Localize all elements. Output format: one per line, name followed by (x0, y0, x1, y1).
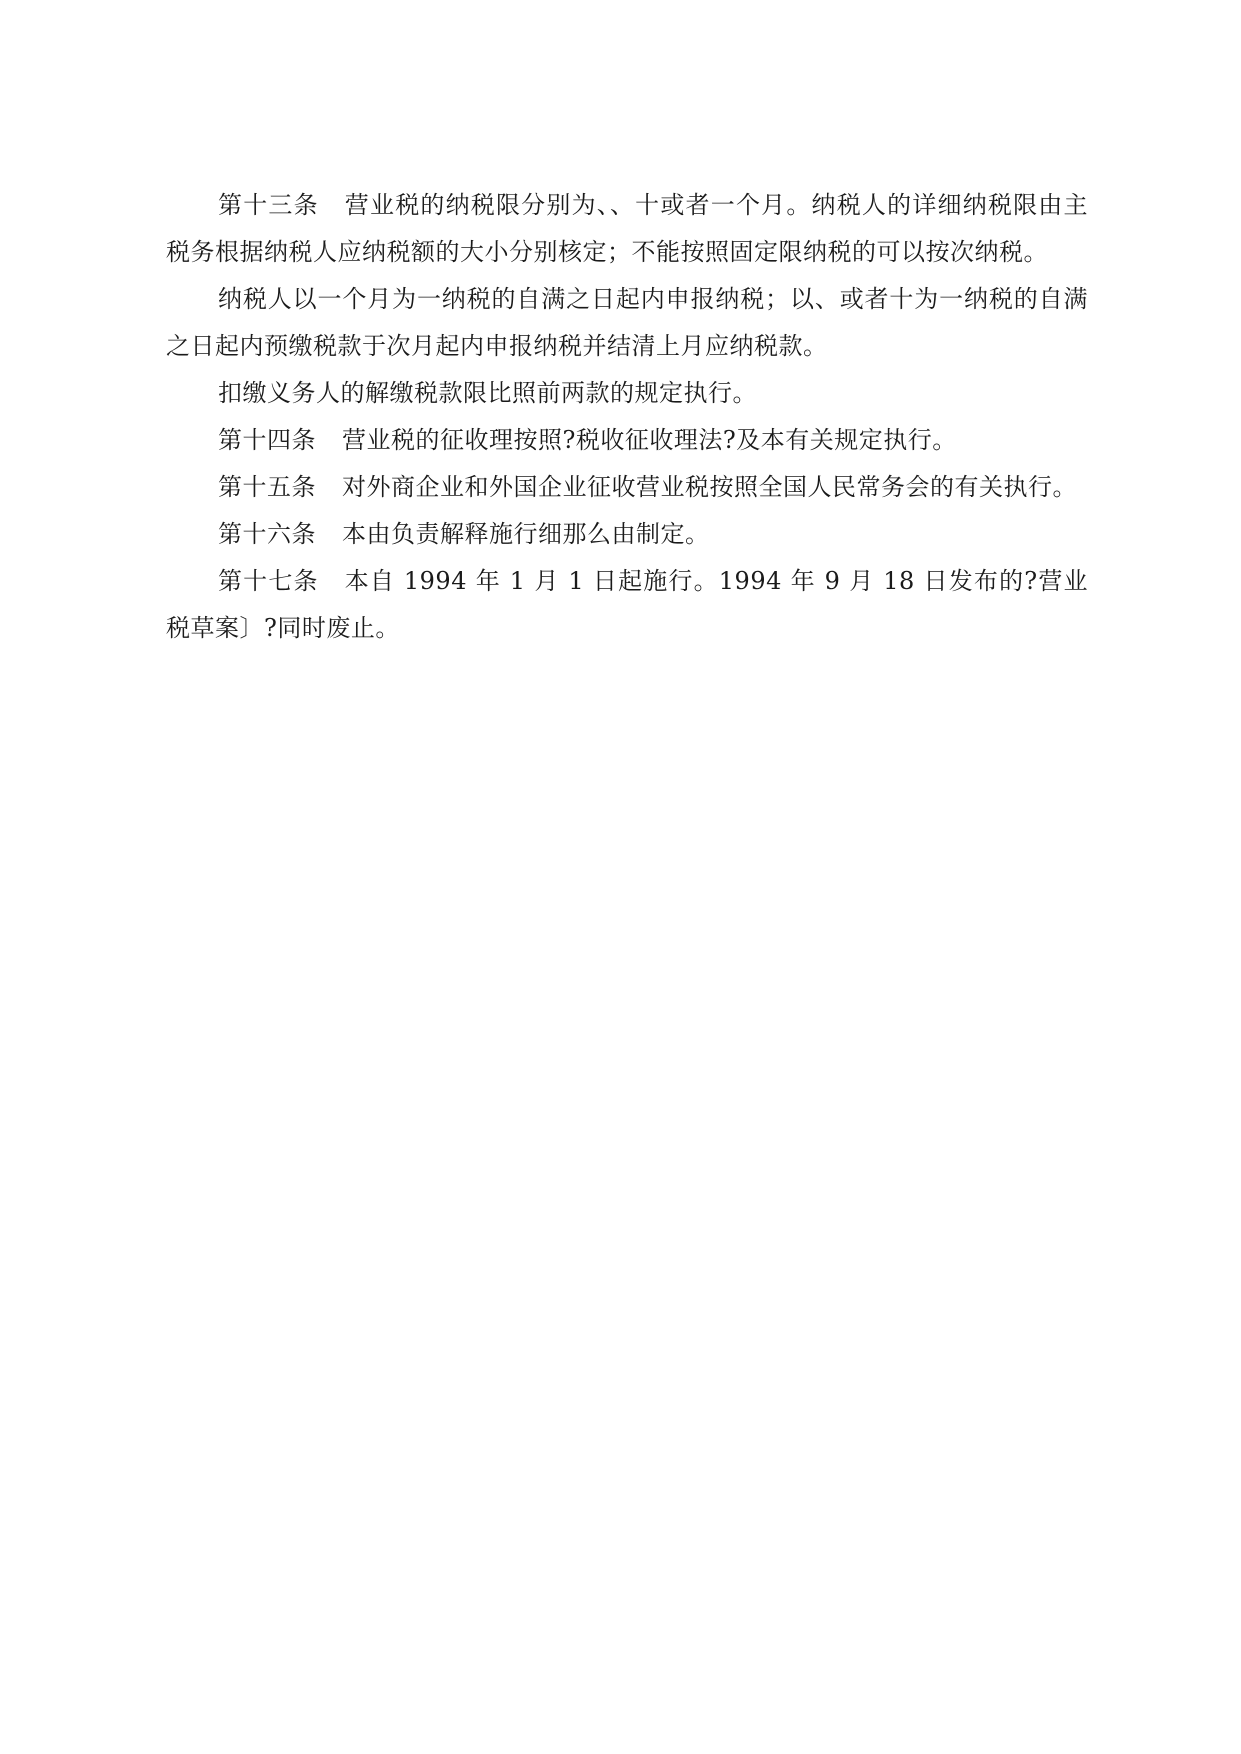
article-text: 对外商企业和外国企业征收营业税按照全国人民常务会的有关执行。 (342, 473, 1077, 501)
article-15-paragraph (166, 464, 1088, 511)
article-number: 第十六条 (218, 520, 316, 548)
article-text: 扣缴义务人的解缴税款限比照前两款的规定执行。 (218, 379, 757, 407)
article-text: 纳税人以一个月为一纳税的自满之日起内申报纳税；以、或者十为一纳税的自满之日起内预缴税款于次月起内申报纳税并结清上月应纳税款。 (166, 285, 1088, 360)
article-text: 本自 1994 年 1 月 1 日起施行。1994 年 9 月 18 日发布的?营业税草案〕?同时废止。 (166, 567, 1088, 642)
article-13-paragraph (166, 182, 1088, 276)
article-16-paragraph (166, 511, 1088, 558)
article-text: 本由负责解释施行细那么由制定。 (342, 520, 710, 548)
document-body (166, 182, 1088, 652)
article-14-paragraph (166, 417, 1088, 464)
article-number: 第十七条 (218, 567, 319, 595)
article-13-paragraph-2 (166, 276, 1088, 370)
article-text: 营业税的纳税限分别为、、十或者一个月。纳税人的详细纳税限由主税务根据纳税人应纳税额的大小分别核定；不能按照固定限纳税的可以按次纳税。 (166, 191, 1089, 266)
article-17-paragraph (166, 558, 1088, 652)
article-number: 第十三条 (218, 191, 319, 219)
article-text: 营业税的征收理按照?税收征收理法?及本有关规定执行。 (342, 426, 957, 454)
article-number: 第十四条 (218, 426, 316, 454)
article-number: 第十五条 (218, 473, 316, 501)
article-13-paragraph-3 (166, 370, 1088, 417)
